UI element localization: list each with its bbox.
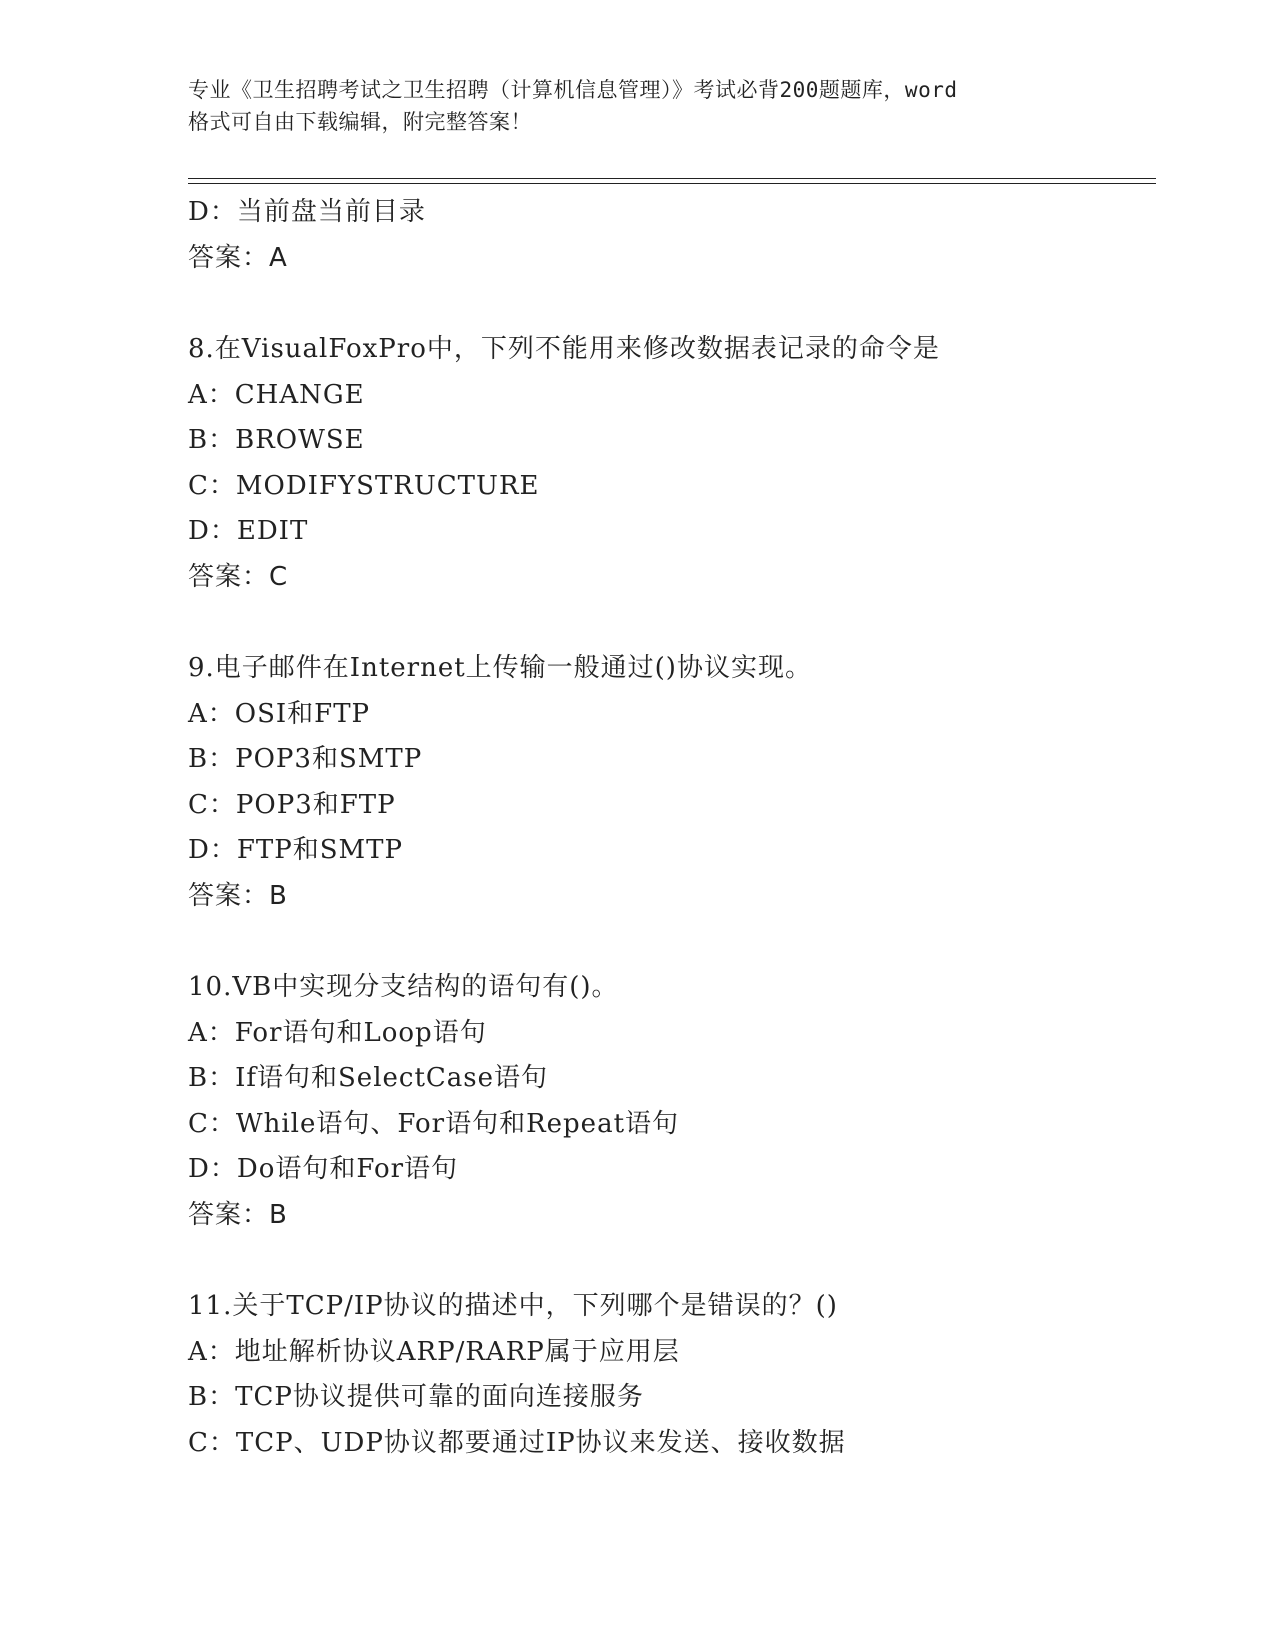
option-b: B：If语句和SelectCase语句 <box>188 1063 549 1093</box>
option-a: A：CHANGE <box>188 379 365 410</box>
spacer <box>188 919 1148 965</box>
option-d: D：当前盘当前目录 <box>188 197 426 227</box>
spacer <box>188 281 1148 327</box>
answer-line: 答案：A <box>188 242 288 273</box>
question-text: 9.电子邮件在Internet上传输一般通过()协议实现。 <box>188 653 812 683</box>
spacer <box>188 600 1148 646</box>
answer-line: 答案：C <box>188 561 289 592</box>
question-block-9 <box>188 646 1148 919</box>
header-title-line-2: 格式可自由下载编辑，附完整答案！ <box>188 110 532 134</box>
option-d: D：FTP和SMTP <box>188 835 403 865</box>
option-c: C：MODIFYSTRUCTURE <box>188 470 540 501</box>
answer-line: 答案：B <box>188 880 288 911</box>
option-a: A：地址解析协议ARP/RARP属于应用层 <box>188 1336 680 1367</box>
document-header <box>188 74 1088 138</box>
option-b: B：POP3和SMTP <box>188 744 423 774</box>
header-divider-bottom <box>188 183 1156 184</box>
header-divider-top <box>188 178 1156 179</box>
question-block-10 <box>188 965 1148 1238</box>
answer-line: 答案：B <box>188 1199 288 1230</box>
question-text: 8.在VisualFoxPro中，下列不能用来修改数据表记录的命令是 <box>188 334 940 364</box>
option-c: C：POP3和FTP <box>188 789 396 820</box>
option-a: A：For语句和Loop语句 <box>188 1017 487 1048</box>
question-text: 11.关于TCP/IP协议的描述中，下列哪个是错误的？() <box>188 1291 838 1321</box>
question-text: 10.VB中实现分支结构的语句有()。 <box>188 972 619 1002</box>
option-b: B：TCP协议提供可靠的面向连接服务 <box>188 1382 644 1412</box>
header-title-line-1: 专业《卫生招聘考试之卫生招聘（计算机信息管理）》考试必背200题题库，word <box>188 78 958 102</box>
spacer <box>188 1238 1148 1284</box>
option-d: D：Do语句和For语句 <box>188 1154 459 1184</box>
question-list <box>188 190 1148 1466</box>
option-b: B：BROWSE <box>188 425 365 455</box>
question-block-11 <box>188 1284 1148 1466</box>
question-block-8 <box>188 327 1148 600</box>
option-c: C：While语句、For语句和Repeat语句 <box>188 1108 680 1139</box>
option-d: D：EDIT <box>188 516 309 546</box>
option-a: A：OSI和FTP <box>188 698 371 729</box>
option-c: C：TCP、UDP协议都要通过IP协议来发送、接收数据 <box>188 1427 846 1458</box>
